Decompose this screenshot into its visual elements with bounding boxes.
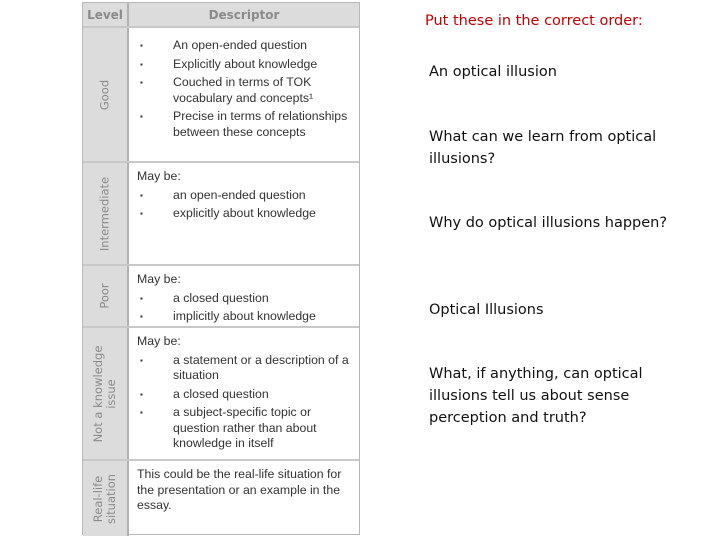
header-descriptor: Descriptor <box>208 8 280 22</box>
descriptor-bullet: ▪ a closed question <box>137 387 353 403</box>
descriptor-cell <box>137 334 353 455</box>
item-4: Optical Illusions <box>429 302 544 318</box>
table-row <box>83 266 359 328</box>
descriptor-bullet: ▪ a statement or a description of a situation <box>137 353 353 384</box>
descriptor-cell <box>137 272 353 328</box>
item-2: What can we learn from optical illusions? <box>429 129 657 167</box>
table-row <box>83 461 359 536</box>
descriptor-intro: This could be the real-life situation for the presentation or an example in the essay. <box>137 467 342 512</box>
descriptor-bullet: ▪ implicitly about knowledge <box>137 309 353 325</box>
level-label: Not a knowledge issue <box>91 345 118 442</box>
descriptor-cell <box>137 38 353 143</box>
slide-title: Put these in the correct order: <box>425 13 643 29</box>
table-row <box>83 328 359 461</box>
descriptor-bullet: ▪ a subject-specific topic or question rather than about knowledge in itself <box>137 405 353 452</box>
level-cell <box>83 461 129 536</box>
item-3: Why do optical illusions happen? <box>429 215 668 231</box>
table-header <box>83 3 359 28</box>
descriptor-cell <box>137 169 353 225</box>
descriptor-intro: May be: <box>137 334 181 348</box>
level-cell <box>83 28 129 161</box>
descriptor-bullet: ▪ an open-ended question <box>137 188 353 204</box>
level-cell <box>83 266 129 326</box>
level-label: Real-life situation <box>91 473 118 524</box>
table-row <box>83 28 359 163</box>
tok-rubric-table <box>82 2 360 535</box>
item-5: What, if anything, can optical illusions tell us about sense perception and truth? <box>429 366 643 426</box>
level-cell <box>83 163 129 264</box>
descriptor-cell <box>137 467 353 517</box>
descriptor-intro: May be: <box>137 169 181 183</box>
descriptor-bullet: ▪ explicitly about knowledge <box>137 206 353 222</box>
level-cell <box>83 328 129 459</box>
level-label: Poor <box>97 283 112 309</box>
level-label: Good <box>97 79 112 110</box>
descriptor-bullet: ▪ Explicitly about knowledge <box>137 57 353 73</box>
descriptor-intro: May be: <box>137 272 181 286</box>
level-label: Intermediate <box>97 176 112 251</box>
descriptor-bullet: ▪ a closed question <box>137 291 353 307</box>
descriptor-bullet: ▪ An open-ended question <box>137 38 353 54</box>
descriptor-bullet: ▪ Couched in terms of TOK vocabulary and concepts¹ <box>137 75 353 106</box>
table-row <box>83 163 359 266</box>
item-1: An optical illusion <box>429 64 557 80</box>
header-level: Level <box>83 3 129 26</box>
descriptor-bullet: ▪ Precise in terms of relationships between these concepts <box>137 109 353 140</box>
